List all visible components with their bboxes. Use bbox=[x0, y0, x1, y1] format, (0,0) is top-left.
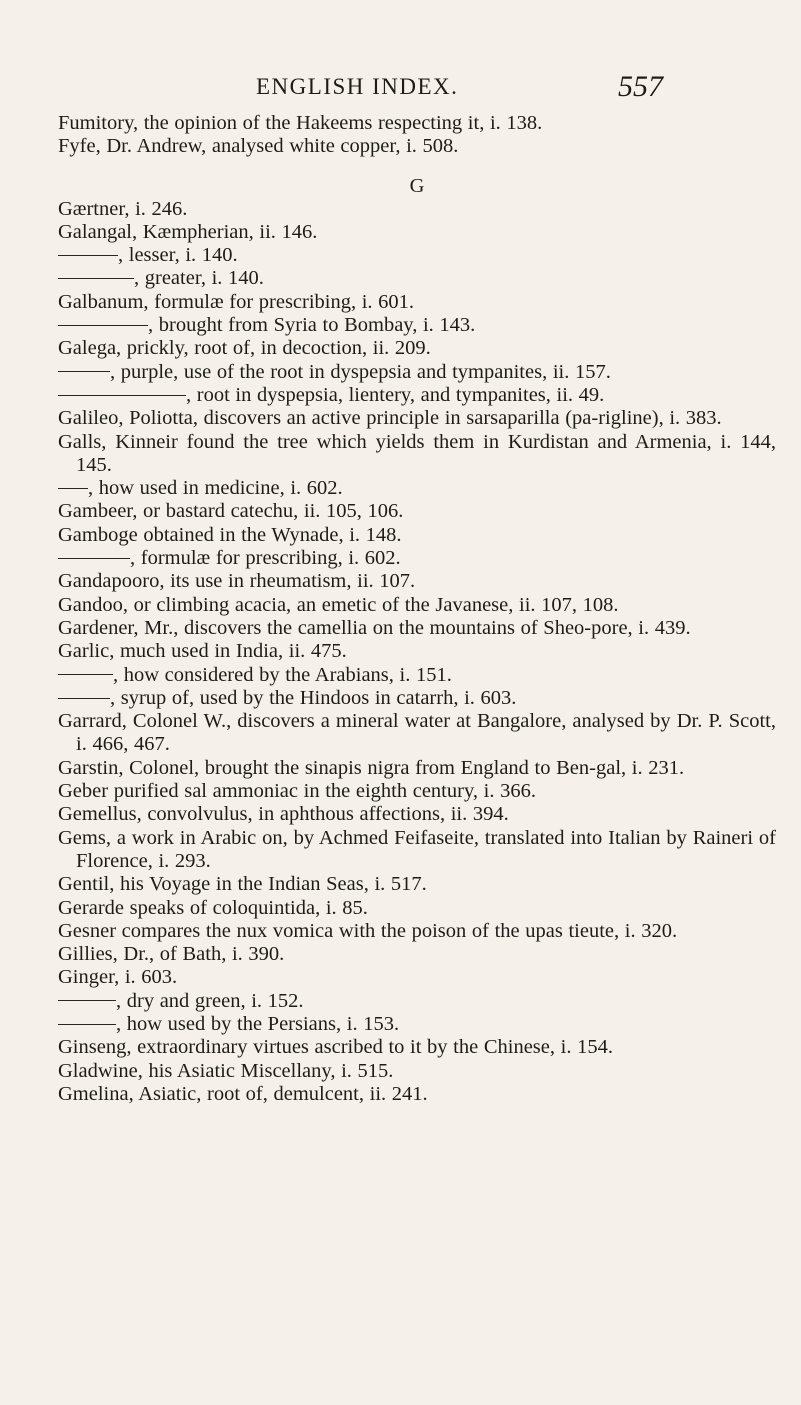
ditto-dash bbox=[58, 1024, 116, 1025]
subentry-text: , dry and green, i. 152. bbox=[116, 989, 304, 1012]
page-number: 557 bbox=[618, 70, 663, 103]
index-subentry bbox=[58, 664, 776, 687]
subentry-text: , syrup of, used by the Hindoos in catarrh, i. 603. bbox=[110, 686, 517, 709]
index-entry: Gesner compares the nux vomica with the poison of the upas tieute, i. 320. bbox=[58, 919, 678, 942]
ditto-dash bbox=[58, 255, 118, 256]
ditto-dash bbox=[58, 325, 148, 326]
index-entry: Fyfe, Dr. Andrew, analysed white copper, i. 508. bbox=[58, 135, 459, 158]
index-subentry bbox=[58, 1013, 776, 1036]
subentry-text: , brought from Syria to Bombay, i. 143. bbox=[148, 314, 476, 337]
index-entry: Gems, a work in Arabic on, by Achmed Feifaseite, translated into Italian by Raineri of Florence, i. 293. bbox=[58, 826, 776, 872]
index-subentry bbox=[58, 267, 776, 290]
index-entry: Galls, Kinneir found the tree which yields them in Kurdistan and Armenia, i. 144, 145. bbox=[58, 430, 776, 476]
ditto-dash bbox=[58, 371, 110, 372]
index-entry: Geber purified sal ammoniac in the eighth century, i. 366. bbox=[58, 780, 536, 803]
ditto-dash bbox=[58, 674, 113, 675]
index-entry: Gmelina, Asiatic, root of, demulcent, ii. 241. bbox=[58, 1082, 428, 1105]
index-subentry bbox=[58, 687, 776, 710]
index-subentry bbox=[58, 477, 776, 500]
index-entry: Garlic, much used in India, ii. 475. bbox=[58, 640, 347, 663]
subentry-text: , how used in medicine, i. 602. bbox=[88, 477, 343, 500]
index-entry: Gandapooro, its use in rheumatism, ii. 107. bbox=[58, 570, 416, 593]
index-entry: Gillies, Dr., of Bath, i. 390. bbox=[58, 943, 285, 966]
index-entry: Galega, prickly, root of, in decoction, ii. 209. bbox=[58, 337, 431, 360]
index-entry: Garrard, Colonel W., discovers a mineral water at Bangalore, analysed by Dr. P. Scott, i. 466, 467. bbox=[58, 710, 776, 756]
subentry-text: , greater, i. 140. bbox=[134, 267, 264, 290]
ditto-dash bbox=[58, 1000, 116, 1001]
subentry-text: , how considered by the Arabians, i. 151. bbox=[113, 663, 452, 686]
ditto-dash bbox=[58, 698, 110, 699]
index-entry: Ginger, i. 603. bbox=[58, 966, 178, 989]
index-subentry bbox=[58, 244, 776, 267]
index-subentry bbox=[58, 990, 776, 1013]
ditto-dash bbox=[58, 278, 134, 279]
subentry-text: , root in dyspepsia, lientery, and tympanites, ii. 49. bbox=[186, 383, 605, 406]
index-entries bbox=[58, 112, 776, 1106]
index-entry: Gladwine, his Asiatic Miscellany, i. 515. bbox=[58, 1059, 394, 1082]
ditto-dash bbox=[58, 488, 88, 489]
ditto-dash bbox=[58, 558, 130, 559]
index-subentry bbox=[58, 547, 776, 570]
index-entry: Gambeer, or bastard catechu, ii. 105, 106. bbox=[58, 500, 404, 523]
index-entry: Gandoo, or climbing acacia, an emetic of the Javanese, ii. 107, 108. bbox=[58, 593, 619, 616]
subentry-text: , purple, use of the root in dyspepsia and tympanites, ii. 157. bbox=[110, 360, 611, 383]
subentry-text: , lesser, i. 140. bbox=[118, 244, 238, 267]
section-letter-heading: G bbox=[409, 174, 425, 197]
index-entry: Galangal, Kæmpherian, ii. 146. bbox=[58, 220, 318, 243]
subentry-text: , how used by the Persians, i. 153. bbox=[116, 1012, 400, 1035]
index-entry: Gentil, his Voyage in the Indian Seas, i. 517. bbox=[58, 873, 427, 896]
index-entry: Fumitory, the opinion of the Hakeems respecting it, i. 138. bbox=[58, 112, 543, 134]
index-subentry bbox=[58, 314, 776, 337]
running-head bbox=[0, 70, 801, 110]
index-entry: Gerarde speaks of coloquintida, i. 85. bbox=[58, 896, 368, 919]
index-entry: Garstin, Colonel, brought the sinapis nigra from England to Ben-gal, i. 231. bbox=[58, 756, 685, 779]
ditto-dash bbox=[58, 395, 186, 396]
index-entry: Gamboge obtained in the Wynade, i. 148. bbox=[58, 523, 402, 546]
index-subentry bbox=[58, 384, 776, 407]
index-entry: Gemellus, convolvulus, in aphthous affections, ii. 394. bbox=[58, 803, 509, 826]
index-subentry bbox=[58, 361, 776, 384]
index-entry: Ginseng, extraordinary virtues ascribed to it by the Chinese, i. 154. bbox=[58, 1036, 613, 1059]
index-entry: Gærtner, i. 246. bbox=[58, 197, 188, 220]
index-entry: Galileo, Poliotta, discovers an active principle in sarsaparilla (pa-rigline), i. 383. bbox=[58, 407, 722, 430]
subentry-text: , formulæ for prescribing, i. 602. bbox=[130, 547, 401, 570]
running-title: ENGLISH INDEX. bbox=[256, 74, 459, 99]
index-entry: Galbanum, formulæ for prescribing, i. 601. bbox=[58, 290, 415, 313]
index-entry: Gardener, Mr., discovers the camellia on the mountains of Sheo-pore, i. 439. bbox=[58, 616, 691, 639]
